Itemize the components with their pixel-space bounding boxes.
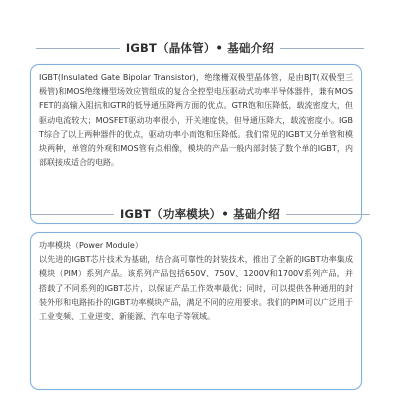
section2-subtitle: 功率模块（Power Module）: [39, 241, 143, 250]
section1-card: [30, 64, 362, 224]
section2-paragraph: 以先进的IGBT芯片技术为基础，结合高可靠性的封装技术，推出了全新的IGBT功率集成模块（PIM）系列产品。该系列产品包括650V、750V、1200V和1700V系列产品，并搭载了不同系列的IGBT芯片，以保证产品工作效率最优；同时，可以提供各种通用的封装外形和电路拓扑的IGBT功率模块产品，满足不同的应用要求。我们的PIM可以广泛用于工业变频、工业逆变、新能源、汽车电子等领域。: [39, 255, 353, 322]
divider-line: [30, 214, 114, 215]
section1-title: IGBT（晶体管）• 基础介绍: [125, 41, 275, 55]
section1-header: [0, 40, 400, 56]
section2-title: IGBT（功率模块）• 基础介绍: [120, 207, 280, 221]
section2-header: [0, 206, 400, 222]
divider-line: [286, 214, 370, 215]
divider-line: [36, 48, 120, 49]
section2-card: [30, 232, 362, 390]
section1-paragraph: IGBT(Insulated Gate Bipolar Transistor)，绝缘栅双极型晶体管，是由BJT(双极型三极管)和MOS绝缘栅型场效应管组成的复合全控型电压驱动式功率半导体器件，兼有MOSFET的高输入阻抗和GTR的低导通压降两方面的优点。GTR饱和压降低，载流密度大，但驱动电流较大；MOSFET驱动功率很小，开关速度快，但导通压降大，载流密度小。IGBT综合了以上两种器件的优点，驱动功率小而饱和压降低。我们常见的IGBT又分单管和模块两种，单管的外观和MOS管有点相像，模块的产品一般内部封装了数个单的IGBT，内部联接成适合的电路。: [39, 73, 353, 168]
divider-line: [280, 48, 364, 49]
